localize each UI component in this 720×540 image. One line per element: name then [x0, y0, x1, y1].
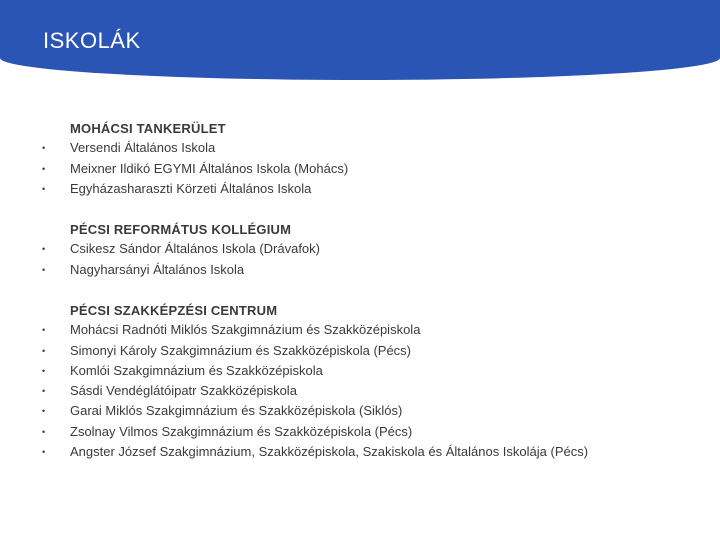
list-item-text: Csikesz Sándor Általános Iskola (Drávafok)	[70, 241, 320, 256]
bullet-icon: •	[42, 143, 46, 153]
list-item-text: Versendi Általános Iskola	[70, 140, 216, 155]
section-heading-mohacsi: MOHÁCSI TANKERÜLET	[70, 121, 226, 136]
list-item	[0, 139, 720, 157]
list-item-text: Egyházasharaszti Körzeti Általános Iskola	[70, 181, 312, 196]
list-item	[0, 362, 720, 380]
list-item	[0, 402, 720, 420]
bullet-icon: •	[42, 366, 46, 376]
list-item-text: Nagyharsányi Általános Iskola	[70, 262, 245, 277]
list-item-text: Mohácsi Radnóti Miklós Szakgimnázium és Szakközépiskola	[70, 322, 421, 337]
list-item	[0, 321, 720, 339]
bullet-icon: •	[42, 184, 46, 194]
bullet-icon: •	[42, 325, 46, 335]
list-item-text: Angster József Szakgimnázium, Szakközépiskola, Szakiskola és Általános Iskolája (Pécs)	[70, 444, 589, 459]
list-item	[0, 443, 720, 461]
bullet-icon: •	[42, 164, 46, 174]
list-item	[0, 342, 720, 360]
bullet-icon: •	[42, 447, 46, 457]
list-item	[0, 261, 720, 279]
list-item	[0, 423, 720, 441]
list-item-text: Simonyi Károly Szakgimnázium és Szakközépiskola (Pécs)	[70, 343, 412, 358]
list-item-text: Komlói Szakgimnázium és Szakközépiskola	[70, 363, 323, 378]
list-item-text: Garai Miklós Szakgimnázium és Szakközépiskola (Siklós)	[70, 403, 403, 418]
slide-title: ISKOLÁK	[43, 28, 141, 53]
list-item-text: Zsolnay Vilmos Szakgimnázium és Szakközépiskola (Pécs)	[70, 424, 413, 439]
list-item	[0, 160, 720, 178]
bullet-icon: •	[42, 427, 46, 437]
list-item	[0, 382, 720, 400]
list-item-text: Meixner Ildikó EGYMI Általános Iskola (Mohács)	[70, 161, 349, 176]
bullet-icon: •	[42, 244, 46, 254]
list-item-text: Sásdi Vendéglátóipatr Szakközépiskola	[70, 383, 297, 398]
bullet-icon: •	[42, 386, 46, 396]
section-heading-pecsi-reformatus: PÉCSI REFORMÁTUS KOLLÉGIUM	[70, 222, 292, 237]
bullet-icon: •	[42, 265, 46, 275]
list-item	[0, 180, 720, 198]
list-item	[0, 240, 720, 258]
section-heading-pecsi-szakkepzesi: PÉCSI SZAKKÉPZÉSI CENTRUM	[70, 303, 278, 318]
bullet-icon: •	[42, 346, 46, 356]
slide-header	[0, 0, 720, 80]
bullet-icon: •	[42, 406, 46, 416]
